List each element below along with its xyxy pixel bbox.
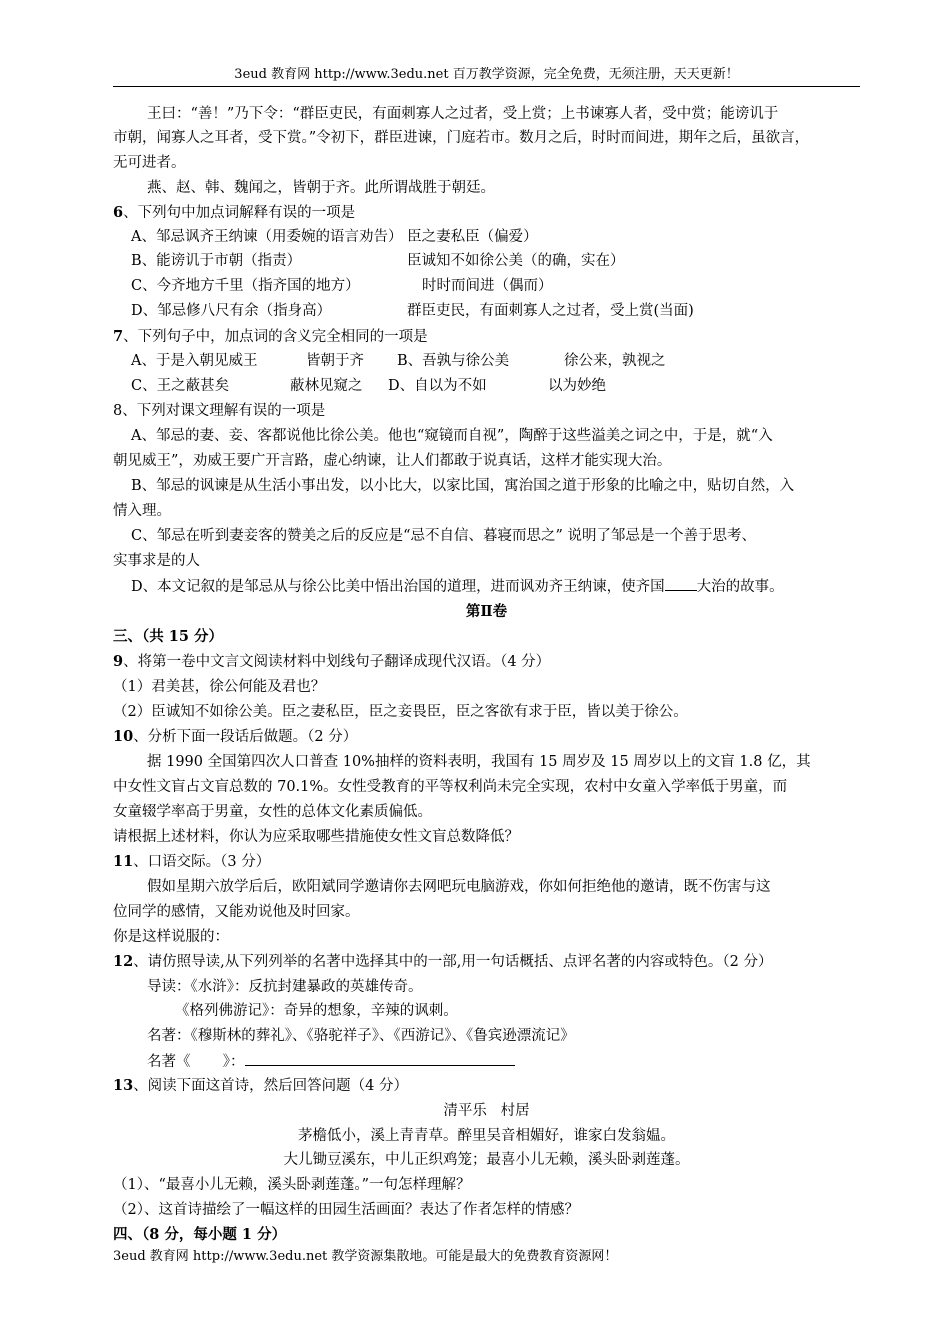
- option-part: 徐公来，孰视之: [564, 353, 666, 369]
- passage-line: 市朝，闻寡人之耳者，受下赏。”令初下，群臣进谏，门庭若市。数月之后，时时而间进，期年之后，虽欲言，: [113, 130, 810, 146]
- q6-option-a: A、邹忌讽齐王纳谏（用委婉的语言劝告） 臣之妻私臣（偏爱）: [131, 229, 538, 245]
- question-text: 、下列句子中，加点词的含义完全相同的一项是: [123, 329, 428, 345]
- q7-options-cd: [131, 376, 891, 396]
- question-number: 13: [113, 1077, 134, 1094]
- question-number: 12: [113, 953, 134, 970]
- question-7-stem: [113, 327, 873, 347]
- option-part: 时时而间进（偶而）: [422, 278, 553, 294]
- fill-blank: [665, 576, 697, 591]
- answer-label: 名著《 》：: [147, 1054, 245, 1070]
- question-13-stem: [113, 1076, 873, 1096]
- q6-option-b: [131, 251, 891, 271]
- question-10-stem: [113, 727, 873, 747]
- question-text: 、分析下面一段话后做题。（2 分）: [133, 729, 358, 745]
- question-12-stem: [113, 952, 873, 972]
- poem-title: 清平乐 村居: [443, 1103, 530, 1119]
- q10-material: 据 1990 全国第四次人口普查 10%抽样的资料表明，我国有 15 周岁及 15 周岁以上的文盲 1.8 亿，其: [147, 754, 811, 770]
- passage-line: 无可进者。: [113, 155, 186, 171]
- question-text: 、口语交际。（3 分）: [133, 854, 271, 870]
- question-9-stem: [113, 652, 873, 672]
- question-number: 11: [113, 853, 134, 870]
- q8-option-b: B、邹忌的讽谏是从生活小事出发，以小比大，以家比国，寓治国之道于形象的比喻之中，贴切自然，入: [131, 478, 795, 494]
- question-text: 、阅读下面这首诗，然后回答问题（4 分）: [133, 1078, 409, 1094]
- q10-material: 中女性文盲占文盲总数的 70.1%。女性受教育的平等权利尚未完全实现，农村中女童入学率低于男童，而: [113, 779, 788, 795]
- q9-sentence-2: （2）臣诚知不如徐公美。臣之妻私臣，臣之妾畏臣，臣之客欲有求于臣，皆以美于徐公。: [113, 704, 688, 720]
- q8-option-a: A、邹忌的妻、妾、客都说他比徐公美。他也“窥镜而自视”，陶醉于这些溢美之词之中，于是，就“入: [131, 428, 773, 444]
- q7-options-ab: [131, 351, 891, 371]
- poem-line: 茅檐低小，溪上青青草。醉里吴音相媚好，谁家白发翁媪。: [298, 1128, 675, 1144]
- q11-prompt: 你是这样说服的：: [113, 929, 229, 945]
- q12-works: 名著：《穆斯林的葬礼》、《骆驼祥子》、《西游记》、《鲁宾逊漂流记》: [147, 1028, 575, 1044]
- question-number: 9: [113, 653, 124, 670]
- passage-line: 王曰：“善！”乃下令：“群臣吏民，有面刺寡人之过者，受上赏；上书谏寡人者，受中赏；能谤讥于: [147, 106, 779, 122]
- option-part: 皆朝于齐: [306, 353, 364, 369]
- option-part: A、于是入朝见威王: [131, 353, 258, 369]
- q8-option-c: C、邹忌在听到妻妾客的赞美之后的反应是“忌不自信、暮寝而思之” 说明了邹忌是一个善于思考、: [131, 528, 757, 544]
- section-3-heading: 三、（共 15 分）: [113, 628, 224, 645]
- option-part: 臣诚知不如徐公美（的确，实在）: [407, 253, 625, 269]
- q10-prompt: 请根据上述材料，你认为应采取哪些措施使女性文盲总数降低？: [113, 829, 519, 845]
- answer-blank: [245, 1051, 515, 1066]
- part-2-title: 第Ⅱ卷: [465, 603, 508, 620]
- q13-sub-1: （1）、“最喜小儿无赖，溪头卧剥莲蓬。”一句怎样理解？: [113, 1177, 471, 1193]
- poem-line: 大儿锄豆溪东，中儿正织鸡笼；最喜小儿无赖，溪头卧剥莲蓬。: [283, 1152, 690, 1168]
- option-part: D、自以为不如: [388, 378, 487, 394]
- q13-sub-2: （2）、这首诗描绘了一幅这样的田园生活画面？表达了作者怎样的情感？: [113, 1202, 579, 1218]
- header-rule: [113, 86, 860, 87]
- option-part: D、邹忌修八尺有余（指身高）: [131, 303, 332, 319]
- question-text: 、将第一卷中文言文阅读材料中划线句子翻译成现代汉语。（4 分）: [123, 654, 551, 670]
- option-part: B、能谤讥于市朝（指责）: [131, 253, 302, 269]
- passage-line: 燕、赵、韩、魏闻之，皆朝于齐。此所谓战胜于朝廷。: [147, 180, 495, 196]
- q12-guide-2: 《格列佛游记》：奇异的想象，辛辣的讽刺。: [175, 1003, 458, 1019]
- q8-option-d: [131, 576, 891, 597]
- option-part: B、吾孰与徐公美: [397, 353, 510, 369]
- q11-scenario: 位同学的感情，又能劝说他及时回家。: [113, 904, 360, 920]
- question-number: 6: [113, 204, 124, 221]
- question-number: 10: [113, 728, 134, 745]
- question-number: 7: [113, 328, 124, 345]
- q9-sentence-1: （1）君美甚，徐公何能及君也？: [113, 679, 326, 695]
- section-4-heading: 四、（8 分，每小题 1 分）: [113, 1226, 287, 1243]
- option-part: 群臣吏民，有面刺寡人之过者，受上赏(当面): [407, 303, 694, 319]
- option-part: C、王之蔽甚矣: [131, 378, 230, 394]
- q6-option-c: [131, 276, 891, 296]
- q11-scenario: 假如星期六放学后后，欧阳斌同学邀请你去网吧玩电脑游戏，你如何拒绝他的邀请，既不伤害与这: [147, 879, 771, 895]
- q6-option-d: [131, 301, 891, 321]
- option-part: D、本文记叙的是邹忌从与徐公比美中悟出治国的道理，进而讽劝齐王纳谏，使齐国: [131, 579, 665, 595]
- page-header: 3eud 教育网 http://www.3edu.net 百万教学资源，完全免费，无须注册，天天更新！: [234, 67, 739, 82]
- option-part: 以为妙绝: [548, 378, 606, 394]
- option-part: C、今齐地方千里（指齐国的地方）: [131, 278, 360, 294]
- q8-option-b-cont: 情入理。: [113, 503, 171, 519]
- q8-option-c-cont: 实事求是的人: [113, 553, 200, 569]
- question-8-stem: 8、下列对课文理解有误的一项是: [113, 403, 326, 419]
- option-part: 蔽林见窥之: [290, 378, 363, 394]
- option-part: 大治的故事。: [696, 579, 784, 595]
- q12-answer-line: [147, 1051, 907, 1072]
- question-6-stem: [113, 203, 873, 223]
- q8-option-a-cont: 朝见威王”，劝威王要广开言路，虚心纳谏，让人们都敢于说真话，这样才能实现大治。: [113, 453, 672, 469]
- question-11-stem: [113, 852, 873, 872]
- q12-guide-1: 导读：《水浒》：反抗封建暴政的英雄传奇。: [147, 979, 423, 995]
- q10-material: 女童辍学率高于男童，女性的总体文化素质偏低。: [113, 804, 432, 820]
- question-text: 、请仿照导读,从下列列举的名著中选择其中的一部,用一句话概括、点评名著的内容或特色。（2 分）: [133, 954, 773, 970]
- page-footer: 3eud 教育网 http://www.3edu.net 教学资源集散地。可能是最大的免费教育资源网！: [113, 1249, 618, 1264]
- question-text: 、下列句中加点词解释有误的一项是: [123, 205, 356, 221]
